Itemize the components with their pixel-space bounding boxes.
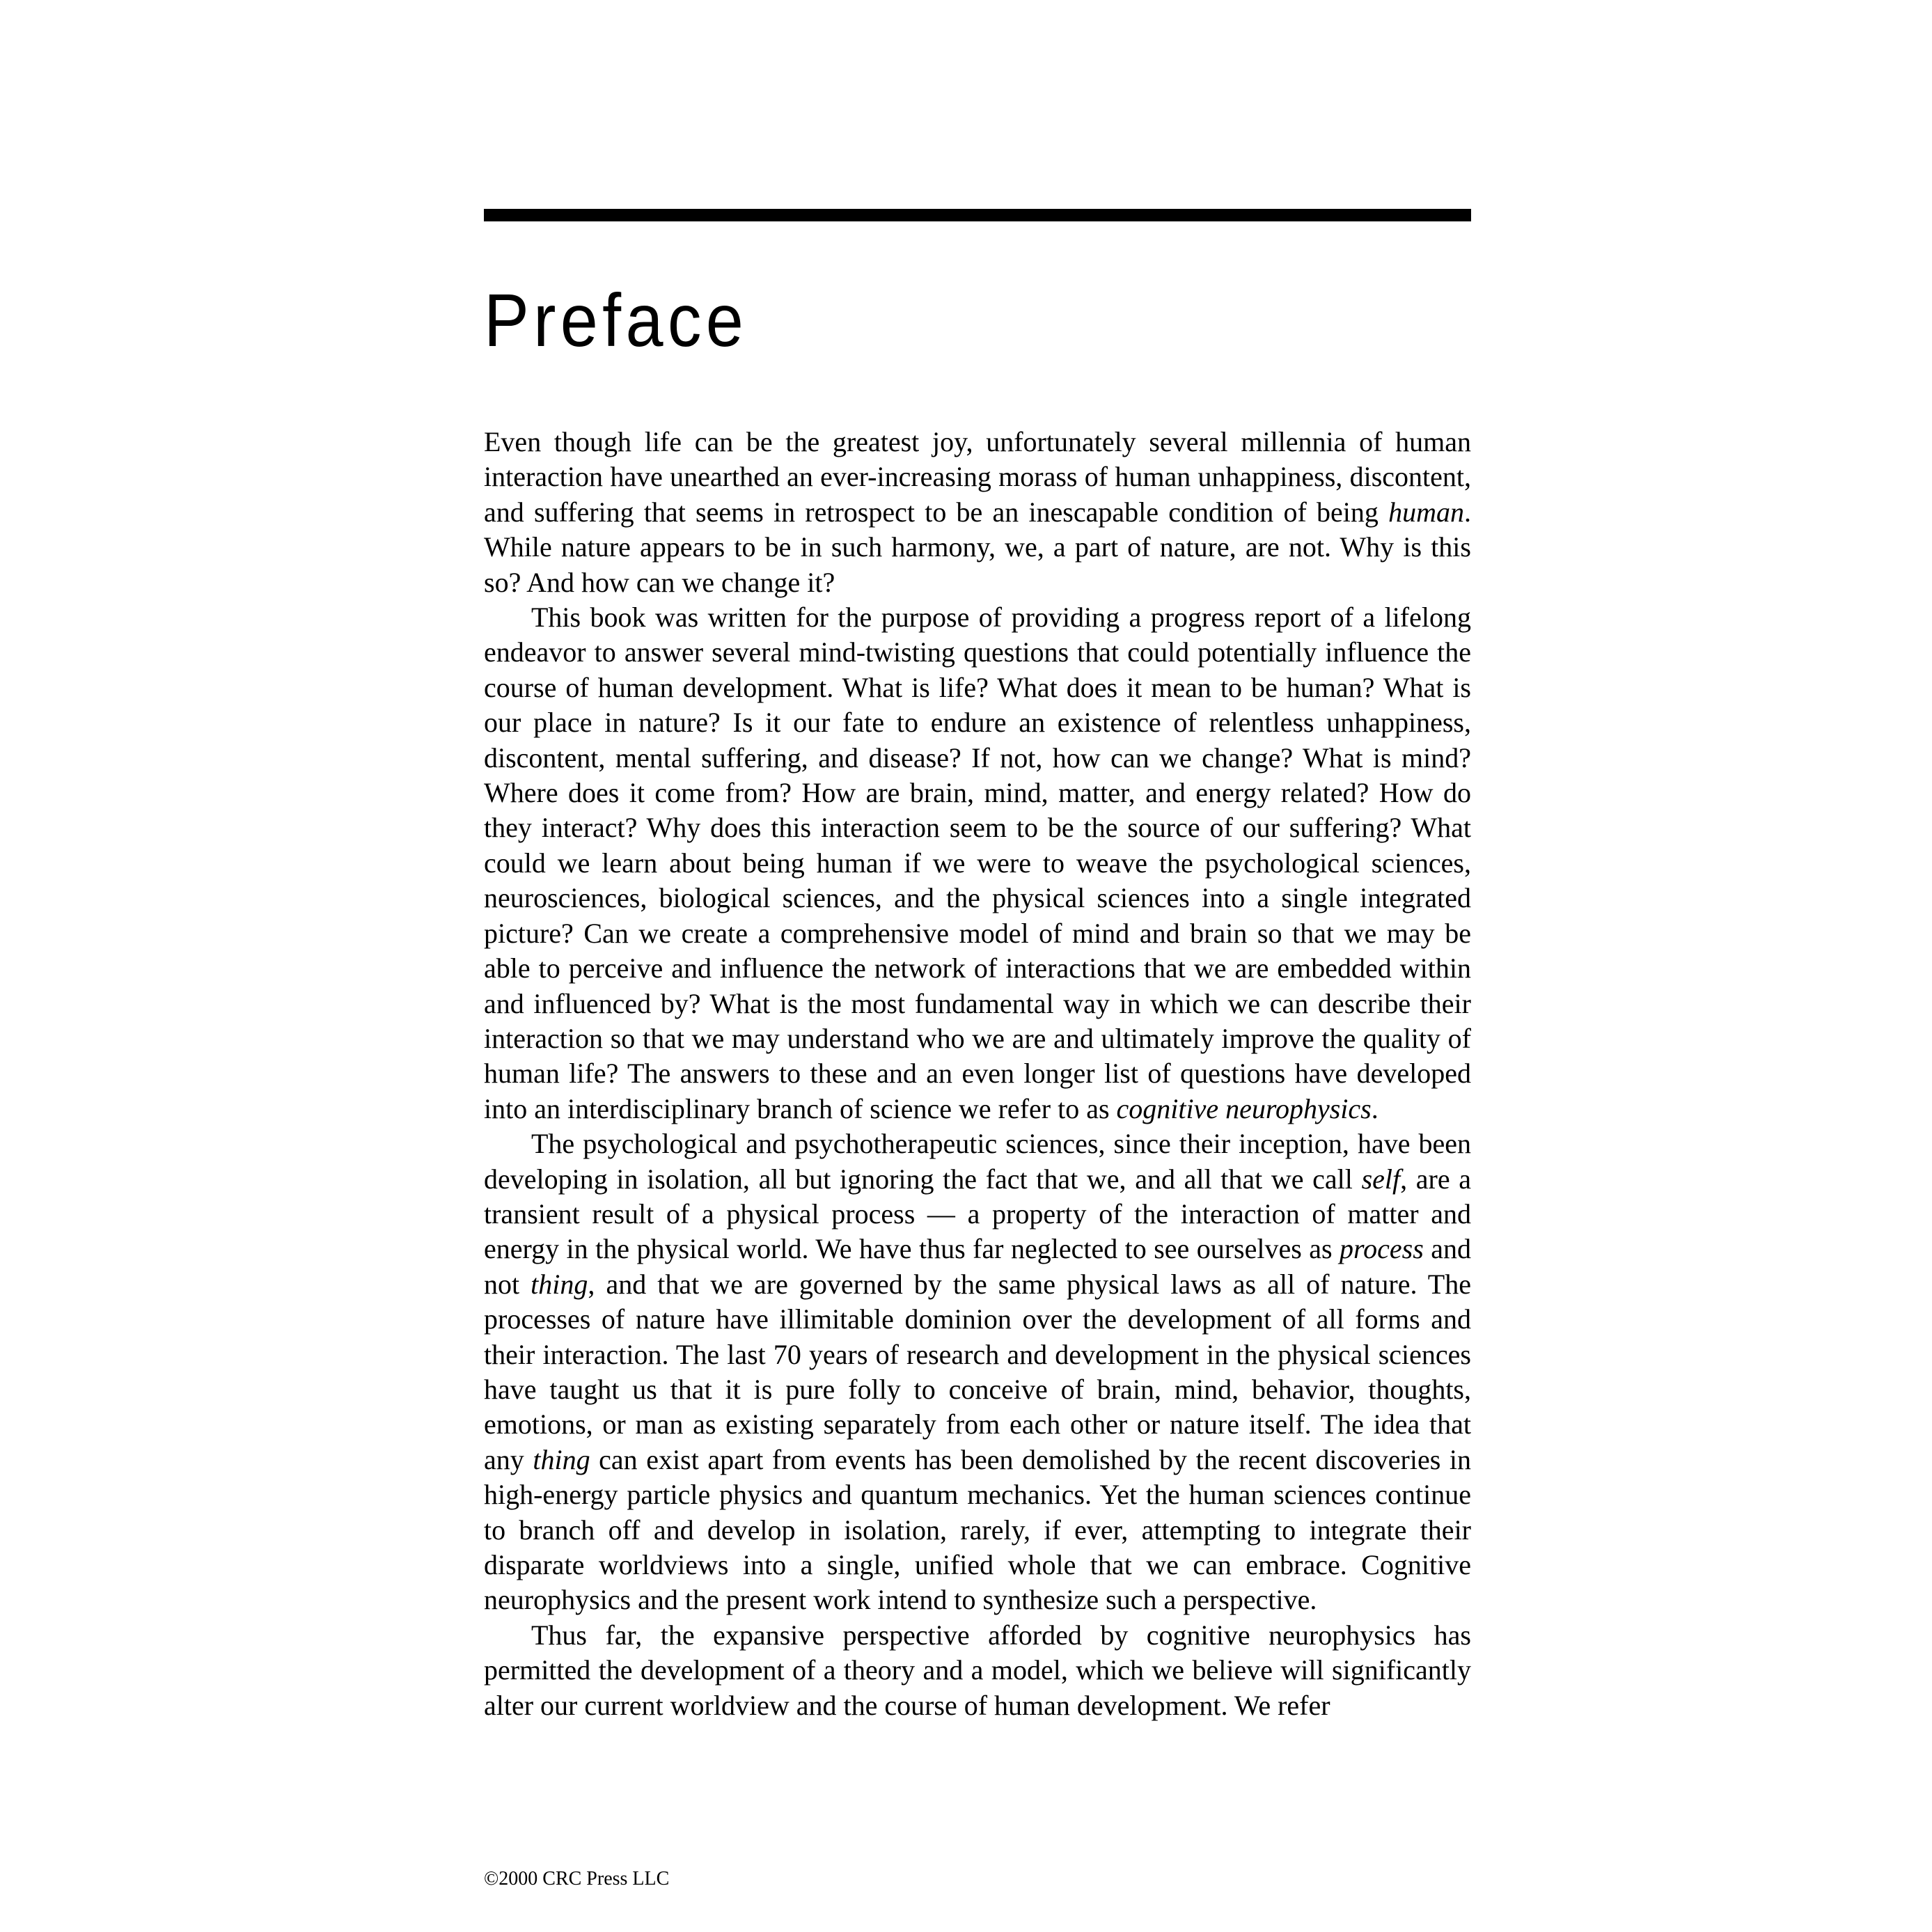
paragraph-1 (484, 425, 1471, 600)
text-run: . (1371, 1092, 1379, 1124)
italic-run: human (1388, 496, 1464, 528)
text-run: , are a transient result of a physical process — a property of the interaction of matter and energy in the physical world. We have thus far neglected to see ourselves as (484, 1163, 1471, 1265)
italic-run: cognitive neurophysics (1116, 1092, 1372, 1124)
italic-run: self (1361, 1163, 1401, 1195)
italic-run: thing (533, 1443, 590, 1475)
text-run: can exist apart from events has been demolished by the recent discoveries in high-energy particle physics and quantum mechanics. Yet the human sciences continue to branch off and develop in isolation, rarely, if ever, attempting to integrate their disparate worldviews into a single, unified whole that we can embrace. Cognitive neurophysics and the present work intend to synthesize such a perspective. (484, 1443, 1471, 1616)
text-run: Even though life can be the greatest joy, unfortunately several millennia of human interaction have unearthed an ever-increasing morass of human unhappiness, discontent, and suffering that seems in retrospect to be an inescapable condition of being (484, 426, 1471, 528)
text-run: This book was written for the purpose of providing a progress report of a lifelong endeavor to answer several mind-twisting questions that could potentially influence the course of human development. What is life? What does it mean to be human? What is our place in nature? Is it our fate to endure an existence of relentless unhappiness, discontent, mental suffering, and disease? If not, how can we change? What is mind? Where does it come from? How are brain, mind, matter, and energy related? How do they interact? Why does this interaction seem to be the source of our suffering? What could we learn about being human if we were to weave the psychological sciences, neurosciences, biological sciences, and the physical sciences into a single integrated picture? Can we create a comprehensive model of mind and brain so that we may be able to perceive and influence the network of interactions that we are embedded within and influenced by? What is the most fundamental way in which we can describe their interaction so that we may understand who we are and ultimately improve the quality of human life? The answers to these and an even longer list of questions have developed into an interdisciplinary branch of science we refer to as (484, 602, 1471, 1124)
paragraph-4 (484, 1618, 1471, 1723)
copyright-footer: ©2000 CRC Press LLC (484, 1868, 670, 1890)
text-run: , and that we are governed by the same physical laws as all of nature. The processes of nature have illimitable dominion over the development of all forms and their interaction. The last 70 years of research and development in the physical sciences have taught us that it is pure folly to conceive of brain, mind, behavior, thoughts, emotions, or man as existing separately from each other or nature itself. The idea that any (484, 1268, 1471, 1475)
chapter-rule (484, 209, 1471, 221)
paragraph-3 (484, 1126, 1471, 1618)
text-run: The psychological and psychotherapeutic sciences, since their inception, have been developing in isolation, all but ignoring the fact that we, and all that we call (484, 1128, 1471, 1195)
italic-run: thing (531, 1268, 588, 1300)
chapter-title: Preface (484, 278, 748, 362)
text-run: and not (484, 1233, 1471, 1300)
text-run: Thus far, the expansive perspective afforded by cognitive neurophysics has permitted the development of a theory and a model, which we believe will significantly alter our current worldview and the course of human development. We refer (484, 1619, 1471, 1721)
paragraph-2 (484, 600, 1471, 1126)
body-text (484, 425, 1471, 1723)
italic-run: process (1340, 1233, 1424, 1265)
text-run: . While nature appears to be in such harmony, we, a part of nature, are not. Why is this so? And how can we change it? (484, 496, 1471, 598)
